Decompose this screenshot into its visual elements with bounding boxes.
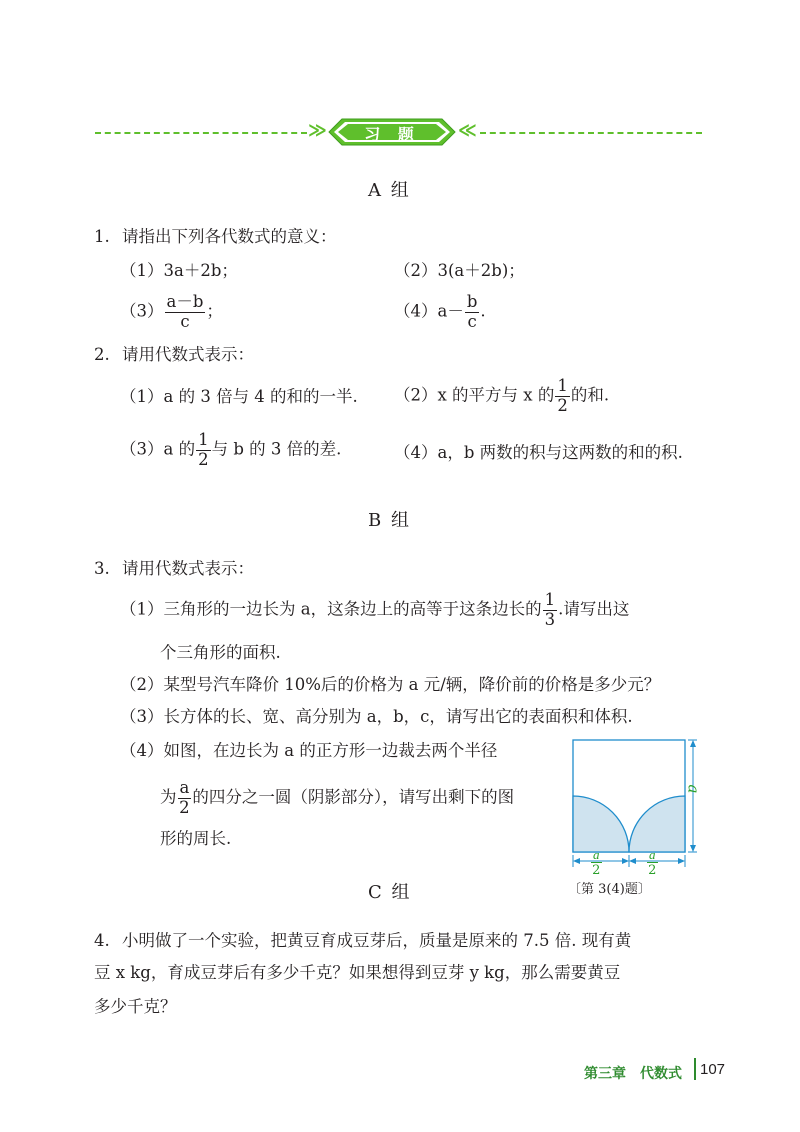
chevron-left-icon: ≪ (458, 120, 477, 141)
numerator: 1 (557, 376, 568, 395)
q2-number: 2. (94, 345, 110, 364)
square-figure (566, 736, 706, 876)
denominator: 2 (198, 449, 209, 469)
expression: a－ (437, 301, 464, 321)
text: x 的平方与 x 的 (437, 385, 555, 405)
label: （3） (120, 439, 164, 459)
numerator: b (466, 292, 478, 311)
q1-item-4 (394, 294, 486, 330)
expression: 3a＋2b (163, 261, 222, 280)
fraction (591, 848, 602, 877)
denominator: 3 (544, 609, 556, 629)
q4-line-1: 小明做了一个实验，把黄豆育成豆芽后，质量是原来的 7.5 倍. 现有黄 (122, 931, 632, 950)
fraction (178, 780, 192, 816)
figure-bottom-label-left (590, 848, 603, 877)
q2-item-2 (394, 378, 609, 414)
figure-caption: 〔第 3(4)题〕 (568, 882, 651, 897)
footer-divider (694, 1058, 696, 1080)
fraction (165, 294, 206, 330)
q2-item-3 (120, 432, 341, 468)
q2-item-1: （1）a 的 3 倍与 4 的和的一半. (120, 387, 358, 406)
text: 为 (160, 787, 177, 807)
label: （3） (120, 301, 164, 321)
punct: ； (508, 261, 525, 280)
fraction (196, 432, 211, 468)
punct: ； (206, 301, 223, 321)
q2-prompt: 请用代数式表示： (122, 345, 254, 364)
q3-item-3: （3）长方体的长、宽、高分别为 a，b，c，请写出它的表面积和体积. (120, 707, 633, 726)
q1-item-3 (120, 294, 223, 330)
numerator: a－b (166, 292, 204, 311)
numerator: a (179, 778, 190, 797)
text: 的四分之一圆（阴影部分），请写出剩下的图 (192, 787, 515, 807)
label: （4） (394, 301, 438, 321)
section-title: 习 题 (364, 125, 420, 144)
chevron-right-icon: ≫ (308, 120, 327, 141)
header-dashed-line-right (480, 132, 702, 134)
q4-number: 4. (94, 931, 110, 950)
fraction (647, 848, 658, 877)
denominator: c (180, 311, 190, 331)
text: 三角形的一边长为 a，这条边上的高等于这条边长的 (163, 599, 542, 619)
label: （1） (120, 599, 164, 619)
q3-item-2: （2）某型号汽车降价 10%后的价格为 a 元/辆，降价前的价格是多少元？ (120, 675, 661, 694)
figure-bottom-label-right (646, 848, 659, 877)
label: （2） (394, 385, 438, 405)
denominator: c (467, 311, 477, 331)
q3-item-4-line-1: （4）如图，在边长为 a 的正方形一边裁去两个半径 (120, 741, 498, 760)
figure-drawing (566, 736, 706, 876)
denominator: 2 (179, 797, 190, 817)
numerator: a (593, 847, 600, 862)
group-b-heading: B 组 (368, 510, 411, 531)
q3-number: 3. (94, 559, 110, 578)
numerator: 1 (544, 590, 556, 609)
fraction (543, 592, 558, 628)
page-number: 107 (700, 1061, 726, 1078)
q3-prompt: 请用代数式表示： (122, 559, 254, 578)
header-dashed-line-left (95, 132, 307, 134)
figure-side-label: a (684, 784, 703, 794)
q2-item-4: （4）a，b 两数的积与这两数的和的积. (394, 443, 683, 462)
denominator: 2 (557, 395, 568, 415)
fraction (555, 378, 570, 414)
q1-item-2 (394, 260, 525, 282)
label: （1） (120, 261, 164, 280)
denominator: 2 (648, 863, 657, 878)
numerator: 1 (198, 430, 209, 449)
numerator: a (649, 847, 656, 862)
q4-line-2: 豆 x kg，育成豆芽后有多少千克？如果想得到豆芽 y kg，那么需要黄豆 (94, 963, 621, 982)
fraction (465, 294, 480, 330)
expression: 3(a＋2b) (437, 261, 509, 280)
q3-item-1-continued: 个三角形的面积. (160, 643, 281, 662)
q1-number: 1. (94, 227, 110, 246)
punct: ； (221, 261, 238, 280)
q3-item-4-line-2 (160, 780, 514, 816)
group-c-heading: C 组 (368, 882, 412, 903)
q4-line-3: 多少千克？ (94, 997, 177, 1016)
q1-item-1 (120, 260, 238, 282)
text: 的和. (570, 385, 610, 405)
footer-chapter: 第三章 代数式 (584, 1065, 682, 1081)
denominator: 2 (592, 863, 601, 878)
text: a 的 (163, 439, 196, 459)
text: .请写出这 (558, 599, 630, 619)
q3-item-4-line-3: 形的周长. (160, 829, 232, 848)
group-a-heading: A 组 (368, 180, 411, 201)
section-title-badge (328, 118, 456, 146)
q3-item-1 (120, 592, 629, 628)
label: （2） (394, 261, 438, 280)
q1-prompt: 请指出下列各代数式的意义： (122, 227, 337, 246)
text: 与 b 的 3 倍的差. (211, 439, 342, 459)
punct: . (480, 301, 486, 321)
